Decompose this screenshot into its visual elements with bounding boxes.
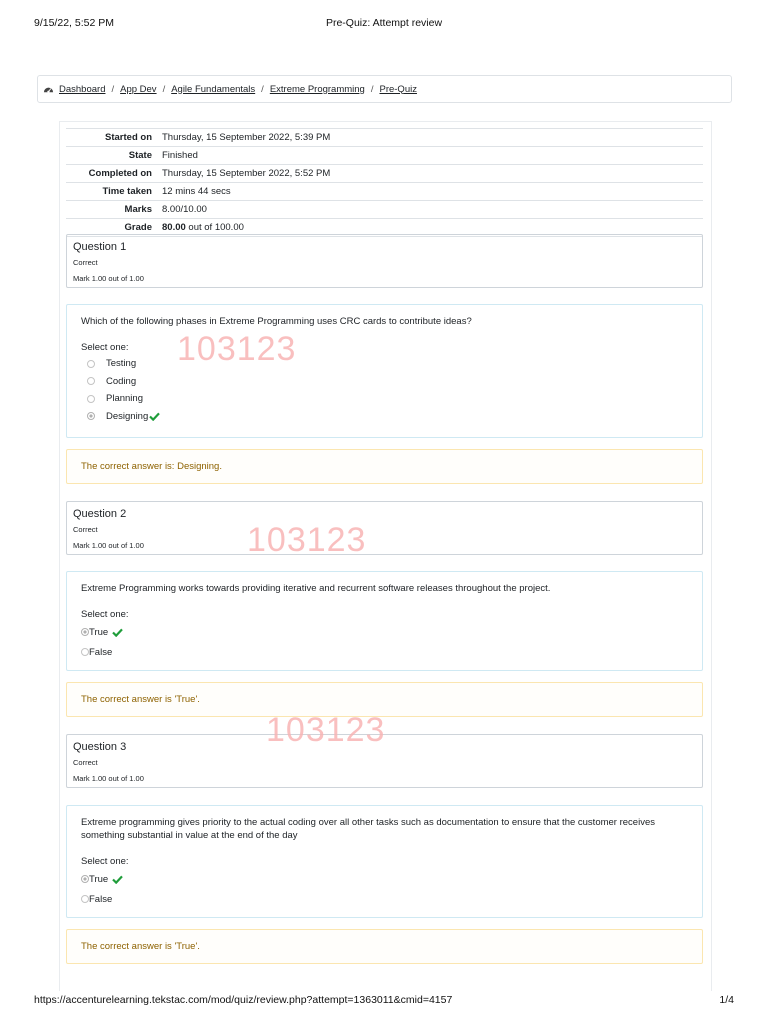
option-label: Testing [106, 358, 137, 370]
question-3-content [66, 805, 703, 918]
option-label: True [89, 626, 109, 638]
print-date: 9/15/22, 5:52 PM [34, 17, 114, 29]
option-label: Coding [106, 375, 137, 387]
question-text: Extreme programming gives priority to the actual coding over all other tasks such as documentation to ensure that the customer receives something substantial in value at the end of the day [81, 817, 655, 841]
question-1-info [66, 234, 703, 288]
question-mark: Mark 1.00 out of 1.00 [73, 541, 144, 550]
question-state: Correct [73, 525, 98, 534]
breadcrumb-agile-fundamentals[interactable]: Agile Fundamentals [171, 83, 256, 95]
option-label: True [89, 873, 109, 885]
print-footer [34, 994, 734, 1008]
breadcrumb [37, 75, 732, 103]
option-label: False [89, 893, 113, 905]
correct-answer-text: The correct answer is: Designing. [81, 461, 222, 472]
summary-value: Finished [162, 150, 198, 161]
radio-button[interactable] [87, 377, 95, 385]
check-icon [112, 875, 123, 884]
option-label: False [89, 646, 113, 658]
table-row [66, 129, 703, 147]
summary-label: State [128, 150, 152, 161]
question-1-feedback [66, 449, 703, 484]
select-one-prompt: Select one: [81, 609, 129, 620]
question-2-content [66, 571, 703, 671]
question-number: Question 3 [73, 741, 127, 753]
breadcrumb-app-dev[interactable]: App Dev [120, 83, 157, 95]
summary-label: Time taken [102, 186, 152, 197]
question-state: Correct [73, 758, 98, 767]
watermark-text: 103123 [247, 521, 367, 559]
question-1-content [66, 304, 703, 438]
summary-label: Started on [105, 132, 152, 143]
radio-button[interactable] [87, 360, 95, 368]
table-row [66, 147, 703, 165]
table-row [66, 165, 703, 183]
answer-option-coding[interactable] [87, 373, 688, 391]
grade-suffix: out of 100.00 [185, 222, 244, 233]
print-page-number: 1/4 [719, 994, 734, 1006]
answer-option-planning[interactable] [87, 390, 688, 408]
print-url: https://accenturelearning.tekstac.com/mod/quiz/review.php?attempt=1363011&cmid=4157 [34, 994, 453, 1006]
question-3-feedback [66, 929, 703, 964]
table-row [66, 201, 703, 219]
correct-answer-text: The correct answer is 'True'. [81, 941, 200, 952]
answer-option-false[interactable] [81, 889, 688, 909]
watermark-text: 103123 [177, 330, 297, 368]
breadcrumb-dashboard[interactable]: Dashboard [59, 83, 106, 95]
question-text: Which of the following phases in Extreme Programming uses CRC cards to contribute ideas? [81, 316, 472, 327]
breadcrumb-extreme-programming[interactable]: Extreme Programming [269, 83, 365, 95]
summary-label: Grade [124, 222, 152, 233]
radio-button[interactable] [81, 895, 89, 903]
correct-answer-text: The correct answer is 'True'. [81, 694, 200, 705]
breadcrumb-pre-quiz[interactable]: Pre-Quiz [379, 83, 417, 95]
radio-button[interactable] [87, 395, 95, 403]
radio-button-selected[interactable] [87, 412, 95, 420]
question-2-info [66, 501, 703, 555]
radio-button[interactable] [81, 648, 89, 656]
breadcrumb-separator: / [111, 83, 115, 95]
attempt-summary-table [66, 128, 703, 237]
watermark-text: 103123 [266, 711, 386, 749]
select-one-prompt: Select one: [81, 342, 129, 353]
print-header [34, 17, 734, 31]
radio-button-selected[interactable] [81, 875, 89, 883]
grade-value: 80.00 [162, 222, 186, 233]
select-one-prompt: Select one: [81, 856, 129, 867]
summary-label: Marks [124, 204, 152, 215]
question-mark: Mark 1.00 out of 1.00 [73, 274, 144, 283]
check-icon [112, 628, 123, 637]
breadcrumb-separator: / [261, 83, 264, 95]
dashboard-icon [43, 84, 54, 95]
answer-option-true[interactable] [81, 869, 688, 889]
breadcrumb-separator: / [370, 83, 374, 95]
summary-value: Thursday, 15 September 2022, 5:39 PM [162, 132, 331, 143]
option-label: Designing [106, 410, 149, 422]
table-row [66, 183, 703, 201]
answer-option-true[interactable] [81, 622, 688, 642]
question-state: Correct [73, 258, 98, 267]
breadcrumb-separator: / [162, 83, 166, 95]
question-text: Extreme Programming works towards providing iterative and recurrent software releases throughout the project. [81, 583, 551, 594]
summary-value: Thursday, 15 September 2022, 5:52 PM [162, 168, 331, 179]
question-number: Question 2 [73, 508, 127, 520]
summary-value: 12 mins 44 secs [162, 186, 231, 197]
answer-option-designing[interactable] [87, 408, 688, 426]
question-mark: Mark 1.00 out of 1.00 [73, 774, 144, 783]
option-label: Planning [106, 393, 143, 405]
answer-option-false[interactable] [81, 642, 688, 662]
radio-button-selected[interactable] [81, 628, 89, 636]
print-title: Pre-Quiz: Attempt review [325, 17, 443, 29]
check-icon [149, 412, 160, 421]
summary-value: 8.00/10.00 [162, 204, 207, 215]
summary-label: Completed on [88, 168, 152, 179]
question-number: Question 1 [73, 241, 127, 253]
